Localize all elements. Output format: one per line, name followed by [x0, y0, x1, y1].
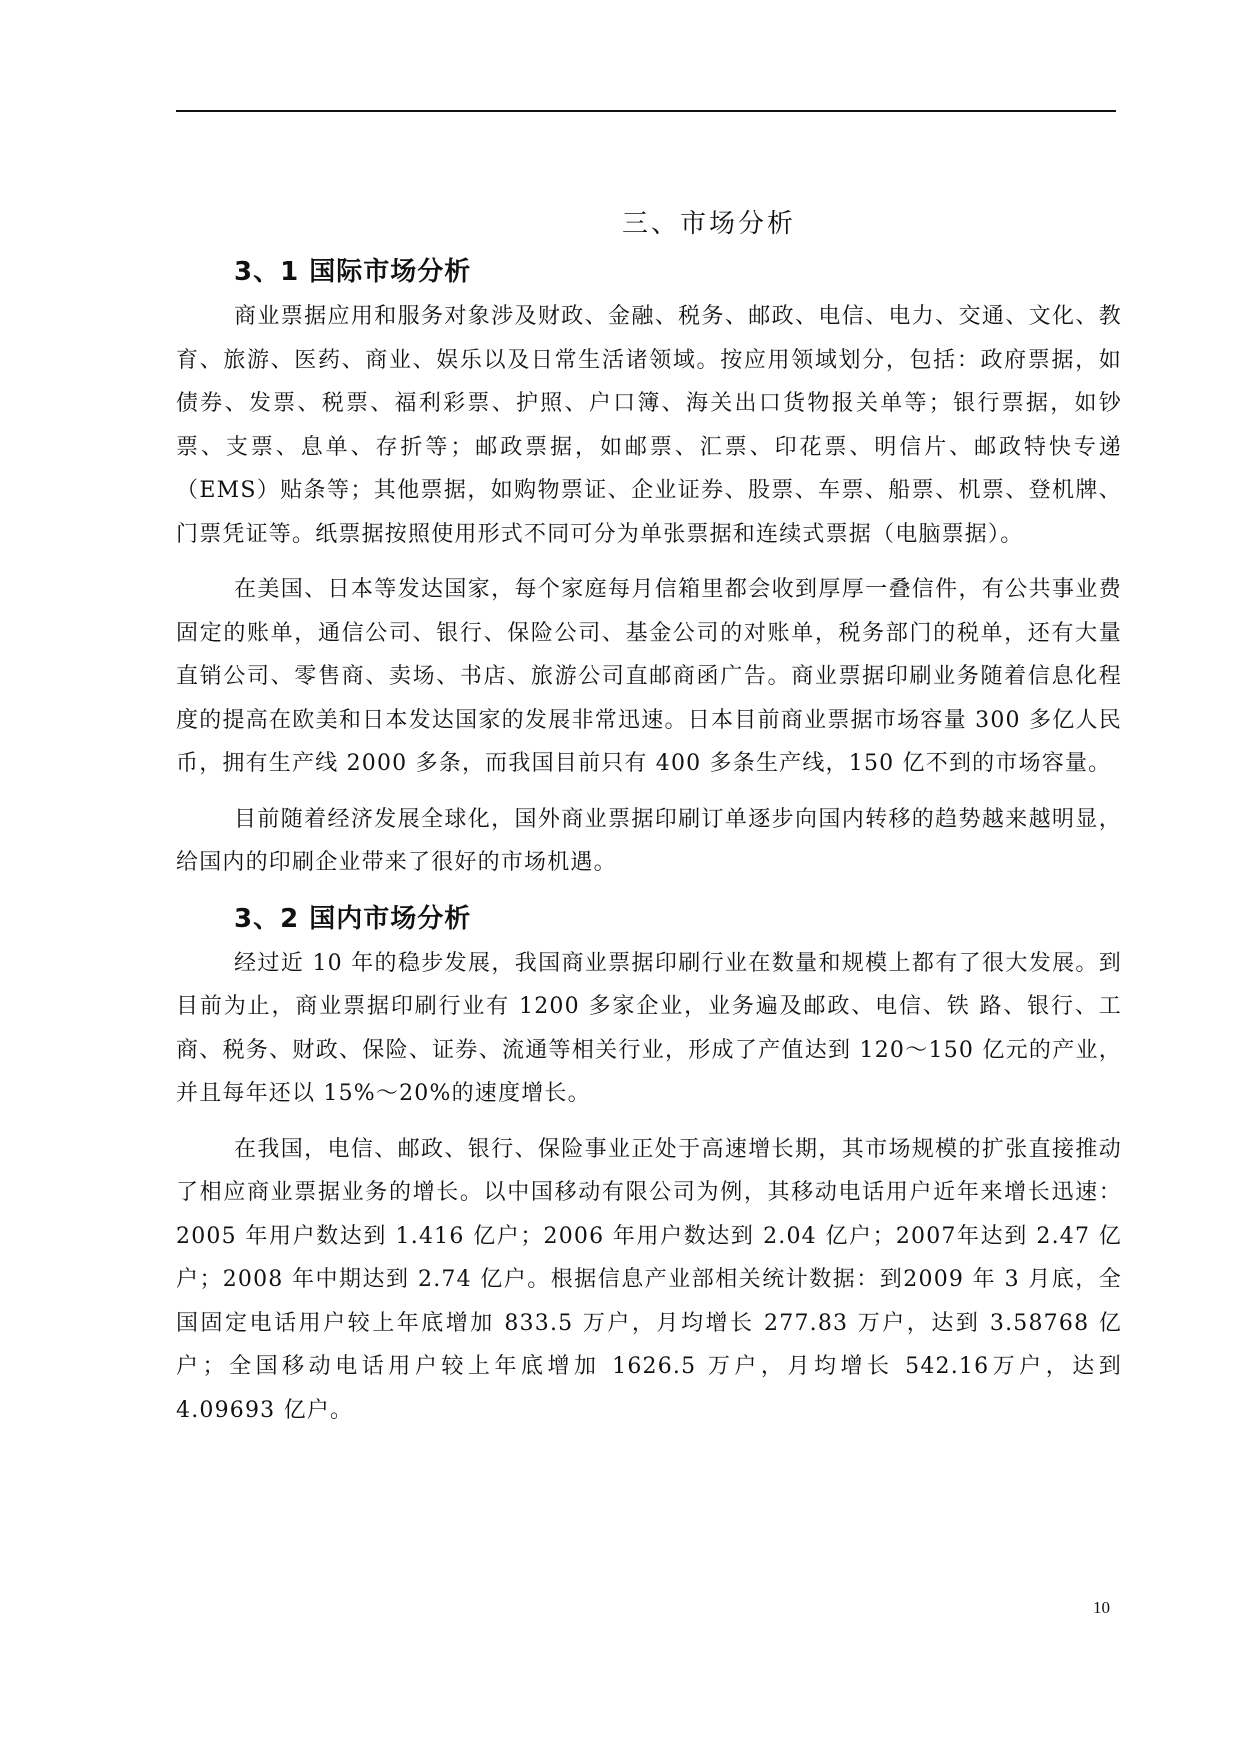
- header-rule: [176, 110, 1116, 112]
- page-number: 10: [1093, 1598, 1110, 1617]
- section-title-international: 3、1 国际市场分析: [234, 257, 472, 287]
- paragraph: 目前随着经济发展全球化，国外商业票据印刷订单逐步向国内转移的趋势越来越明显，给国内的印刷企业带来了很好的市场机遇。: [176, 806, 1122, 875]
- chapter-title: 三、市场分析: [621, 209, 796, 239]
- paragraph: 在我国，电信、邮政、银行、保险事业正处于高速增长期，其市场规模的扩张直接推动了相应商业票据业务的增长。以中国移动有限公司为例，其移动电话用户近年来增长迅速：2005 年用户数达到 1.416 亿户；2006 年用户数达到 2.04 亿户；2007年达到 2.47 亿户；2008 年中期达到 2.74 亿户。根据信息产业部相关统计数据：到2009 年 3 月底，全国固定电话用户较上年底增加 833.5 万户，月均增长 277.83 万户，达到 3.58768 亿户；全国移动电话用户较上年底增加 1626.5 万户，月均增长 542.16万户，达到 4.09693 亿户。: [176, 1136, 1122, 1423]
- section-title-domestic: 3、2 国内市场分析: [234, 903, 472, 934]
- paragraph: 经过近 10 年的稳步发展，我国商业票据印刷行业在数量和规模上都有了很大发展。到目前为止，商业票据印刷行业有 1200 多家企业，业务遍及邮政、电信、铁 路、银行、工商、税务、财政、保险、证券、流通等相关行业，形成了产值达到 120～150 亿元的产业，并且每年还以 15%～20%的速度增长。: [176, 950, 1122, 1106]
- paragraph: 在美国、日本等发达国家，每个家庭每月信箱里都会收到厚厚一叠信件，有公共事业费固定的账单，通信公司、银行、保险公司、基金公司的对账单，税务部门的税单，还有大量直销公司、零售商、卖场、书店、旅游公司直邮商函广告。商业票据印刷业务随着信息化程度的提高在欧美和日本发达国家的发展非常迅速。日本目前商业票据市场容量 300 多亿人民币，拥有生产线 2000 多条，而我国目前只有 400 多条生产线，150 亿不到的市场容量。: [176, 577, 1122, 776]
- paragraph: 商业票据应用和服务对象涉及财政、金融、税务、邮政、电信、电力、交通、文化、教育、旅游、医药、商业、娱乐以及日常生活诸领域。按应用领域划分，包括：政府票据，如债券、发票、税票、福利彩票、护照、户口簿、海关出口货物报关单等；银行票据，如钞票、支票、息单、存折等；邮政票据，如邮票、汇票、印花票、明信片、邮政特快专递（EMS）贴条等；其他票据，如购物票证、企业证券、股票、车票、船票、机票、登机牌、门票凭证等。纸票据按照使用形式不同可分为单张票据和连续式票据（电脑票据）。: [176, 304, 1122, 547]
- page-body: [176, 198, 1122, 1432]
